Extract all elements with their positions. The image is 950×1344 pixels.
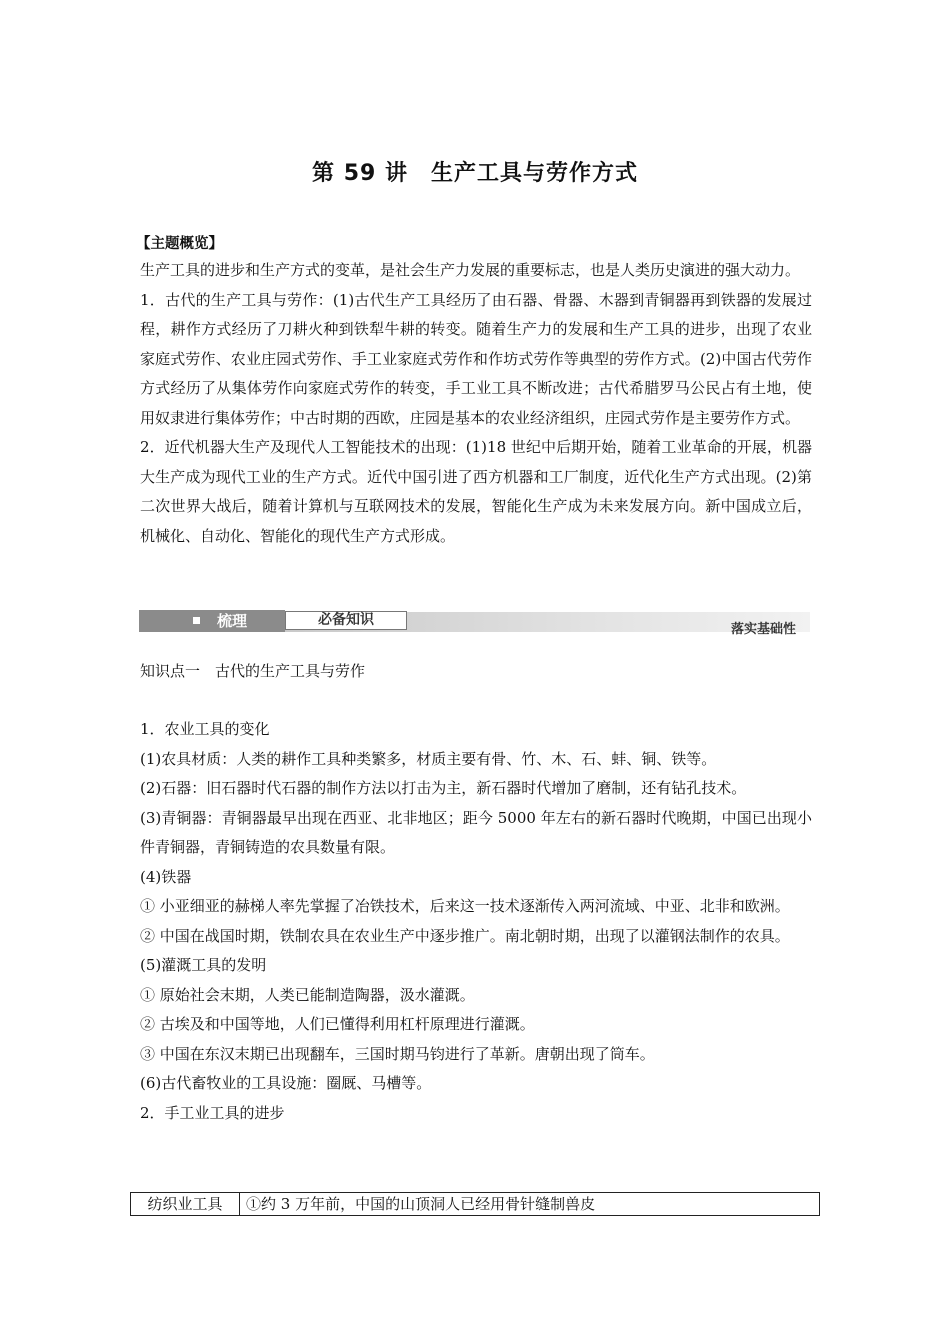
- section1-line: (1)农具材质：人类的耕作工具种类繁多，材质主要有骨、竹、木、石、蚌、铜、铁等。: [140, 749, 717, 768]
- section1-line: (2)石器：旧石器时代石器的制作方法以打击为主，新石器时代增加了磨制，还有钻孔技术。: [140, 779, 747, 797]
- section1-line: ② 中国在战国时期，铁制农具在农业生产中逐步推广。南北朝时期，出现了以灌钢法制作的农具。: [140, 926, 790, 945]
- banner-bullet-icon: [193, 617, 200, 624]
- section1-line: ② 古埃及和中国等地，人们已懂得利用杠杆原理进行灌溉。: [140, 1015, 535, 1033]
- section1-line: ① 小亚细亚的赫梯人率先掌握了冶铁技术，后来这一技术逐渐传入两河流域、中亚、北非和欧洲。: [140, 897, 790, 915]
- table-cell-content: ①约 3 万年前，中国的山顶洞人已经用骨针缝制兽皮: [240, 1193, 820, 1216]
- table-row: [131, 1193, 820, 1216]
- section2-heading: 2．手工业工具的进步: [140, 1103, 285, 1122]
- section1-line: (3)青铜器：青铜器最早出现在西亚、北非地区；距今 5000 年左右的新石器时代晚期，中国已出现小件青铜器，青铜铸造的农具数量有限。: [140, 808, 812, 856]
- section1-line: ① 原始社会末期，人类已能制造陶器，汲水灌溉。: [140, 985, 475, 1004]
- section1-line: ③ 中国在东汉末期已出现翻车，三国时期马钧进行了革新。唐朝出现了筒车。: [140, 1044, 655, 1063]
- banner-tab-label: 梳理: [217, 612, 248, 630]
- overview-paragraph: 1．古代的生产工具与劳作：(1)古代生产工具经历了由石器、骨器、木器到青铜器再到铁器的发展过程，耕作方式经历了刀耕火种到铁犁牛耕的转变。随着生产力的发展和生产工具的进步，出现了农业家庭式劳作、农业庄园式劳作、手工业家庭式劳作和作坊式劳作等典型的劳作方式。(2)中国古代劳作方式经历了从集体劳作向家庭式劳作的转变，手工业工具不断改进；古代希腊罗马公民占有土地，使用奴隶进行集体劳作；中古时期的西欧，庄园是基本的农业经济组织，庄园式劳作是主要劳作方式。: [140, 290, 812, 427]
- section1-line: (5)灌溉工具的发明: [140, 956, 267, 974]
- overview-body: [140, 256, 812, 551]
- section1-body: [140, 715, 812, 1128]
- overview-paragraph: 生产工具的进步和生产方式的变革，是社会生产力发展的重要标志，也是人类历史演进的强大动力。: [140, 261, 801, 279]
- banner-dark-bar: [139, 610, 285, 632]
- section-banner: [139, 610, 810, 636]
- section1-line: (4)铁器: [140, 867, 192, 886]
- overview-label: 【主题概览】: [136, 236, 223, 252]
- section1-heading: 1．农业工具的变化: [140, 720, 270, 738]
- handicraft-tools-table: [130, 1192, 820, 1216]
- overview-paragraph: 2．近代机器大生产及现代人工智能技术的出现：(1)18 世纪中后期开始，随着工业革命的开展，机器大生产成为现代工业的生产方式。近代中国引进了西方机器和工厂制度，近代化生产方式出现。(2)第二次世界大战后，随着计算机与互联网技术的发展，智能化生产成为未来发展方向。新中国成立后，机械化、自动化、智能化的现代生产方式形成。: [140, 438, 812, 545]
- page-title: 第 59 讲 生产工具与劳作方式: [312, 161, 638, 186]
- section1-line: (6)古代畜牧业的工具设施：圈厩、马槽等。: [140, 1074, 432, 1092]
- knowledge-point-title: 知识点一 古代的生产工具与劳作: [140, 662, 366, 680]
- table-cell-category: 纺织业工具: [131, 1193, 240, 1216]
- banner-right-label: 落实基础性: [730, 622, 796, 637]
- banner-box-label: 必备知识: [285, 611, 407, 630]
